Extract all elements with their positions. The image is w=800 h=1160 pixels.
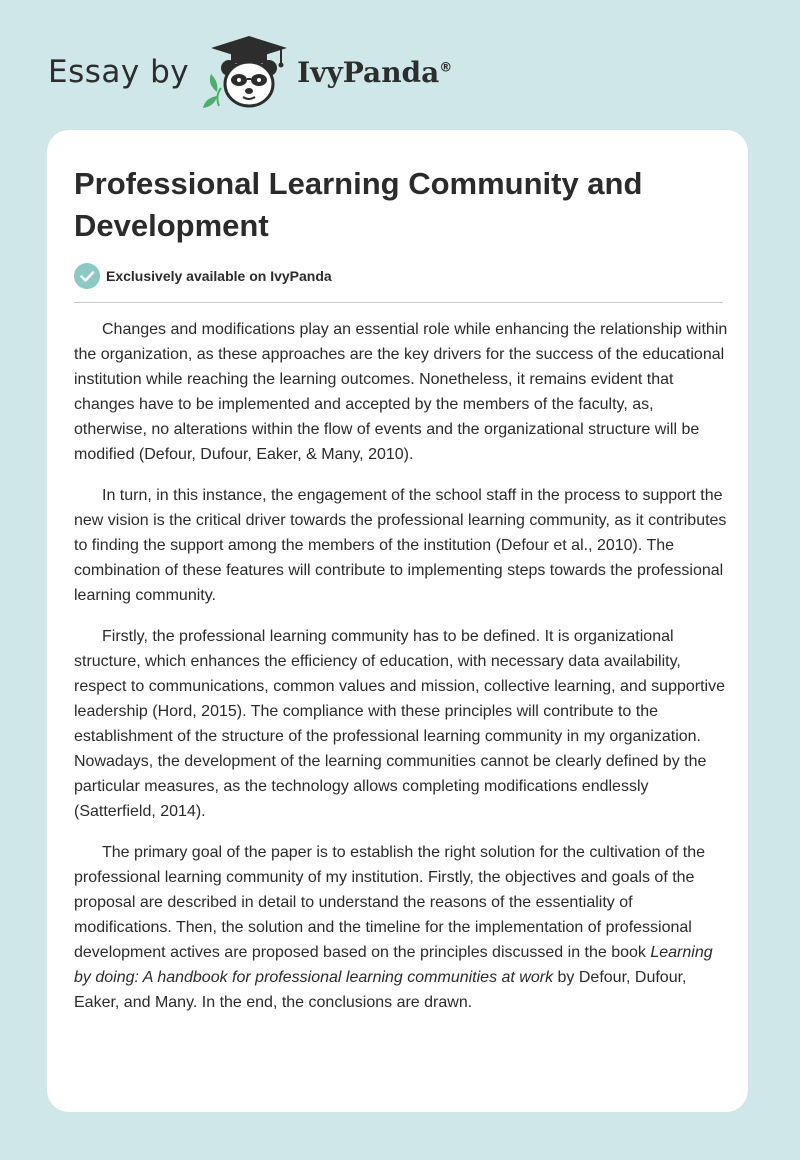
site-header [48,34,452,110]
brand-name-text: IvyPanda [297,55,440,89]
paragraph: Firstly, the professional learning community has to be defined. It is organizational structure, which enhances the efficiency of education, with necessary data availability, respect to communications, common values and mission, collective learning, and supportive leadership (Hord, 2015). The compliance with these principles will contribute to the establishment of the structure of the professional learning community in my organization. Nowadays, the development of the learning communities cannot be clearly defined by the particular measures, as the technology allows completing modifications endlessly (Satterfield, 2014). [74,628,725,820]
paragraph: In turn, in this instance, the engagement of the school staff in the process to support the new vision is the critical driver towards the professional learning community, as it contributes to finding the support among the members of the institution (Defour et al., 2010). The combination of these features will contribute to implementing steps towards the professional learning community. [74,487,727,604]
exclusive-badge-label: Exclusively available on IvyPanda [106,268,332,284]
paragraph: Changes and modifications play an essential role while enhancing the relationship within the organization, as these approaches are the key drivers for the success of the educational institution while reaching the learning outcomes. Nonetheless, it remains evident that changes have to be implemented and accepted by the members of the faculty, as, otherwise, no alterations within the flow of events and the organizational structure will be modified (Defour, Dufour, Eaker, & Many, 2010). [74,321,728,463]
paragraph-text: The primary goal of the paper is to establish the right solution for the cultivation of the professional learning community of my institution. Firstly, the objectives and goals of the proposal are described in detail to understand the reasons of the essentiality of modifications. Then, the solution and the timeline for the implementation of professional development actives are proposed based on the principles discussed in the book [74,844,705,961]
brand-name[interactable] [297,56,452,89]
essay-card [47,130,748,1112]
book-title: Learning by doing: A handbook for professional learning communities at work [74,944,713,986]
paragraph-text: by Defour, Dufour, Eaker, and Many. In the end, the conclusions are drawn. [74,969,687,1011]
exclusive-badge [74,263,332,289]
page-title: Professional Learning Community and Development [74,166,643,243]
panda-graduate-logo-icon[interactable] [203,34,295,110]
check-circle-icon [74,263,100,289]
paragraph [74,840,729,1015]
registered-mark: ® [439,60,453,76]
essay-body [74,317,729,1031]
brand-prefix: Essay by [48,54,190,90]
title-divider [74,302,723,303]
